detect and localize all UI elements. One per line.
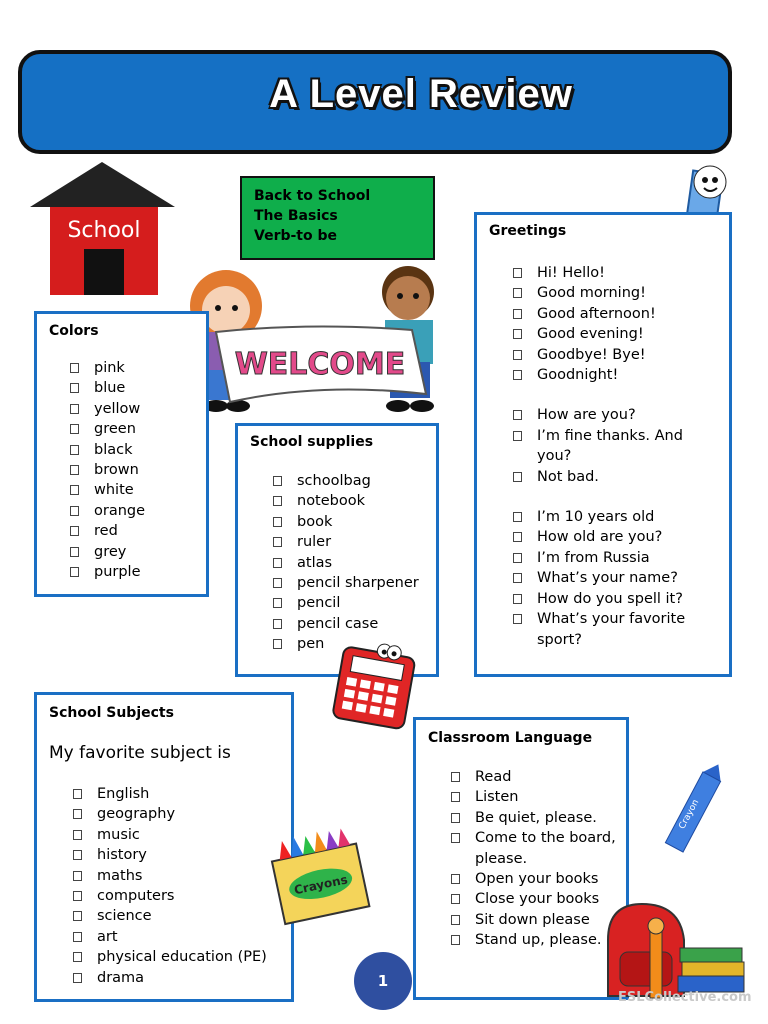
list-item: atlas [273, 553, 419, 573]
colors-list [70, 358, 145, 582]
classroom-language-box [413, 717, 629, 1000]
list-item: Listen [451, 787, 621, 807]
checkbox-icon [73, 891, 82, 901]
list-item: pencil sharpener [273, 573, 419, 593]
list-item: Good evening! [513, 324, 713, 344]
list-item: physical education (PE) [73, 947, 267, 967]
favorite-subject-prompt: My favorite subject is [49, 743, 231, 763]
checkbox-icon [273, 578, 282, 588]
list-item: Close your books [451, 889, 621, 909]
checkbox-icon [73, 973, 82, 983]
checkbox-icon [70, 404, 79, 414]
school-subjects-list [73, 784, 267, 988]
list-item: Come to the board, please. [451, 828, 621, 869]
checkbox-icon [451, 874, 460, 884]
list-item: orange [70, 501, 145, 521]
page-title: A Level Review [269, 72, 573, 116]
list-item: computers [73, 886, 267, 906]
colors-box [34, 311, 209, 597]
list-item: art [73, 927, 267, 947]
list-item: Good morning! [513, 283, 713, 303]
intro-line-2: The Basics [254, 208, 338, 224]
list-item: music [73, 825, 267, 845]
greetings-title: Greetings [489, 223, 567, 239]
list-item: maths [73, 866, 267, 886]
checkbox-icon [70, 526, 79, 536]
calculator-illustration [330, 642, 420, 732]
checkbox-icon [513, 573, 522, 583]
list-item: What’s your name? [513, 568, 713, 588]
checkbox-icon [73, 830, 82, 840]
checkbox-icon [513, 329, 522, 339]
checkbox-icon [513, 472, 522, 482]
checkbox-icon [451, 915, 460, 925]
crayons-box-text: Crayons [292, 872, 349, 898]
checkbox-icon [513, 268, 522, 278]
checkbox-icon [70, 383, 79, 393]
list-item: purple [70, 562, 145, 582]
checkbox-icon [273, 476, 282, 486]
list-item: Goodbye! Bye! [513, 345, 713, 365]
checkbox-icon [513, 288, 522, 298]
checkbox-icon [73, 871, 82, 881]
checkbox-icon [70, 567, 79, 577]
checkbox-icon [513, 594, 522, 604]
list-item: green [70, 419, 145, 439]
school-house-illustration [30, 162, 175, 297]
checkbox-icon [513, 553, 522, 563]
checkbox-icon [73, 809, 82, 819]
checkbox-icon [451, 772, 460, 782]
list-item: Hi! Hello! [513, 263, 713, 283]
checkbox-icon [451, 833, 460, 843]
checkbox-icon [513, 512, 522, 522]
list-item: Read [451, 767, 621, 787]
classroom-language-list [451, 767, 621, 951]
checkbox-icon [513, 350, 522, 360]
backpack-illustration [600, 896, 750, 1002]
checkbox-icon [513, 370, 522, 380]
list-item: I’m from Russia [513, 548, 713, 568]
checkbox-icon [273, 517, 282, 527]
greetings-box [474, 212, 732, 677]
list-item: blue [70, 378, 145, 398]
crayon-text: Crayon [677, 798, 702, 832]
list-item: geography [73, 804, 267, 824]
list-item: notebook [273, 491, 419, 511]
list-item: red [70, 521, 145, 541]
title-banner [18, 50, 732, 154]
list-item: pink [70, 358, 145, 378]
intro-line-3: Verb-to be [254, 228, 338, 244]
list-item: How old are you? [513, 527, 713, 547]
checkbox-icon [273, 558, 282, 568]
list-item: I’m fine thanks. And you? [513, 426, 713, 467]
checkbox-icon [513, 309, 522, 319]
checkbox-icon [70, 445, 79, 455]
list-item: pencil case [273, 614, 419, 634]
checkbox-icon [73, 789, 82, 799]
checkbox-icon [273, 537, 282, 547]
checkbox-icon [513, 410, 522, 420]
checkbox-icon [273, 598, 282, 608]
list-item: brown [70, 460, 145, 480]
checkbox-icon [451, 894, 460, 904]
list-item: ruler [273, 532, 419, 552]
list-item: Good afternoon! [513, 304, 713, 324]
list-item: Be quiet, please. [451, 808, 621, 828]
school-supplies-title: School supplies [250, 434, 374, 450]
list-item: How are you? [513, 405, 713, 425]
checkbox-icon [70, 547, 79, 557]
welcome-banner-text: WELCOME [234, 347, 406, 382]
intro-box [240, 176, 435, 260]
checkbox-icon [73, 850, 82, 860]
checkbox-icon [70, 465, 79, 475]
school-subjects-title: School Subjects [49, 705, 174, 721]
school-supplies-list [273, 471, 419, 655]
checkbox-icon [70, 485, 79, 495]
school-supplies-box [235, 423, 439, 677]
checkbox-icon [513, 614, 522, 624]
checkbox-icon [273, 639, 282, 649]
list-item: Goodnight! [513, 365, 713, 385]
checkbox-icon [73, 911, 82, 921]
list-item: yellow [70, 399, 145, 419]
list-item: schoolbag [273, 471, 419, 491]
list-item: book [273, 512, 419, 532]
page-number: 1 [354, 952, 412, 1010]
watermark: ESLCollective.com [618, 990, 752, 1005]
checkbox-icon [451, 935, 460, 945]
greetings-list [513, 263, 713, 650]
list-item: Open your books [451, 869, 621, 889]
checkbox-icon [70, 424, 79, 434]
colors-title: Colors [49, 323, 99, 339]
list-item: black [70, 440, 145, 460]
list-item: Not bad. [513, 467, 713, 487]
list-item: Sit down please [451, 910, 621, 930]
list-item: What’s your favorite sport? [513, 609, 713, 650]
crayons-box-illustration [266, 826, 372, 926]
list-item: English [73, 784, 267, 804]
checkbox-icon [70, 506, 79, 516]
list-item: drama [73, 968, 267, 988]
school-sign-text: School [67, 218, 141, 243]
intro-line-1: Back to School [254, 188, 371, 204]
checkbox-icon [451, 813, 460, 823]
checkbox-icon [451, 792, 460, 802]
crayon-illustration [662, 768, 724, 856]
school-subjects-box [34, 692, 294, 1002]
checkbox-icon [273, 619, 282, 629]
list-item: How do you spell it? [513, 589, 713, 609]
checkbox-icon [273, 496, 282, 506]
list-item: pencil [273, 593, 419, 613]
welcome-kids-illustration [180, 262, 450, 414]
checkbox-icon [513, 532, 522, 542]
list-item: pen [273, 634, 419, 654]
list-item: white [70, 480, 145, 500]
checkbox-icon [513, 431, 522, 441]
checkbox-icon [73, 952, 82, 962]
classroom-language-title: Classroom Language [428, 730, 593, 746]
list-item: Stand up, please. [451, 930, 621, 950]
list-item: history [73, 845, 267, 865]
list-item: science [73, 906, 267, 926]
list-item: grey [70, 542, 145, 562]
checkbox-icon [70, 363, 79, 373]
list-item: I’m 10 years old [513, 507, 713, 527]
checkbox-icon [73, 932, 82, 942]
